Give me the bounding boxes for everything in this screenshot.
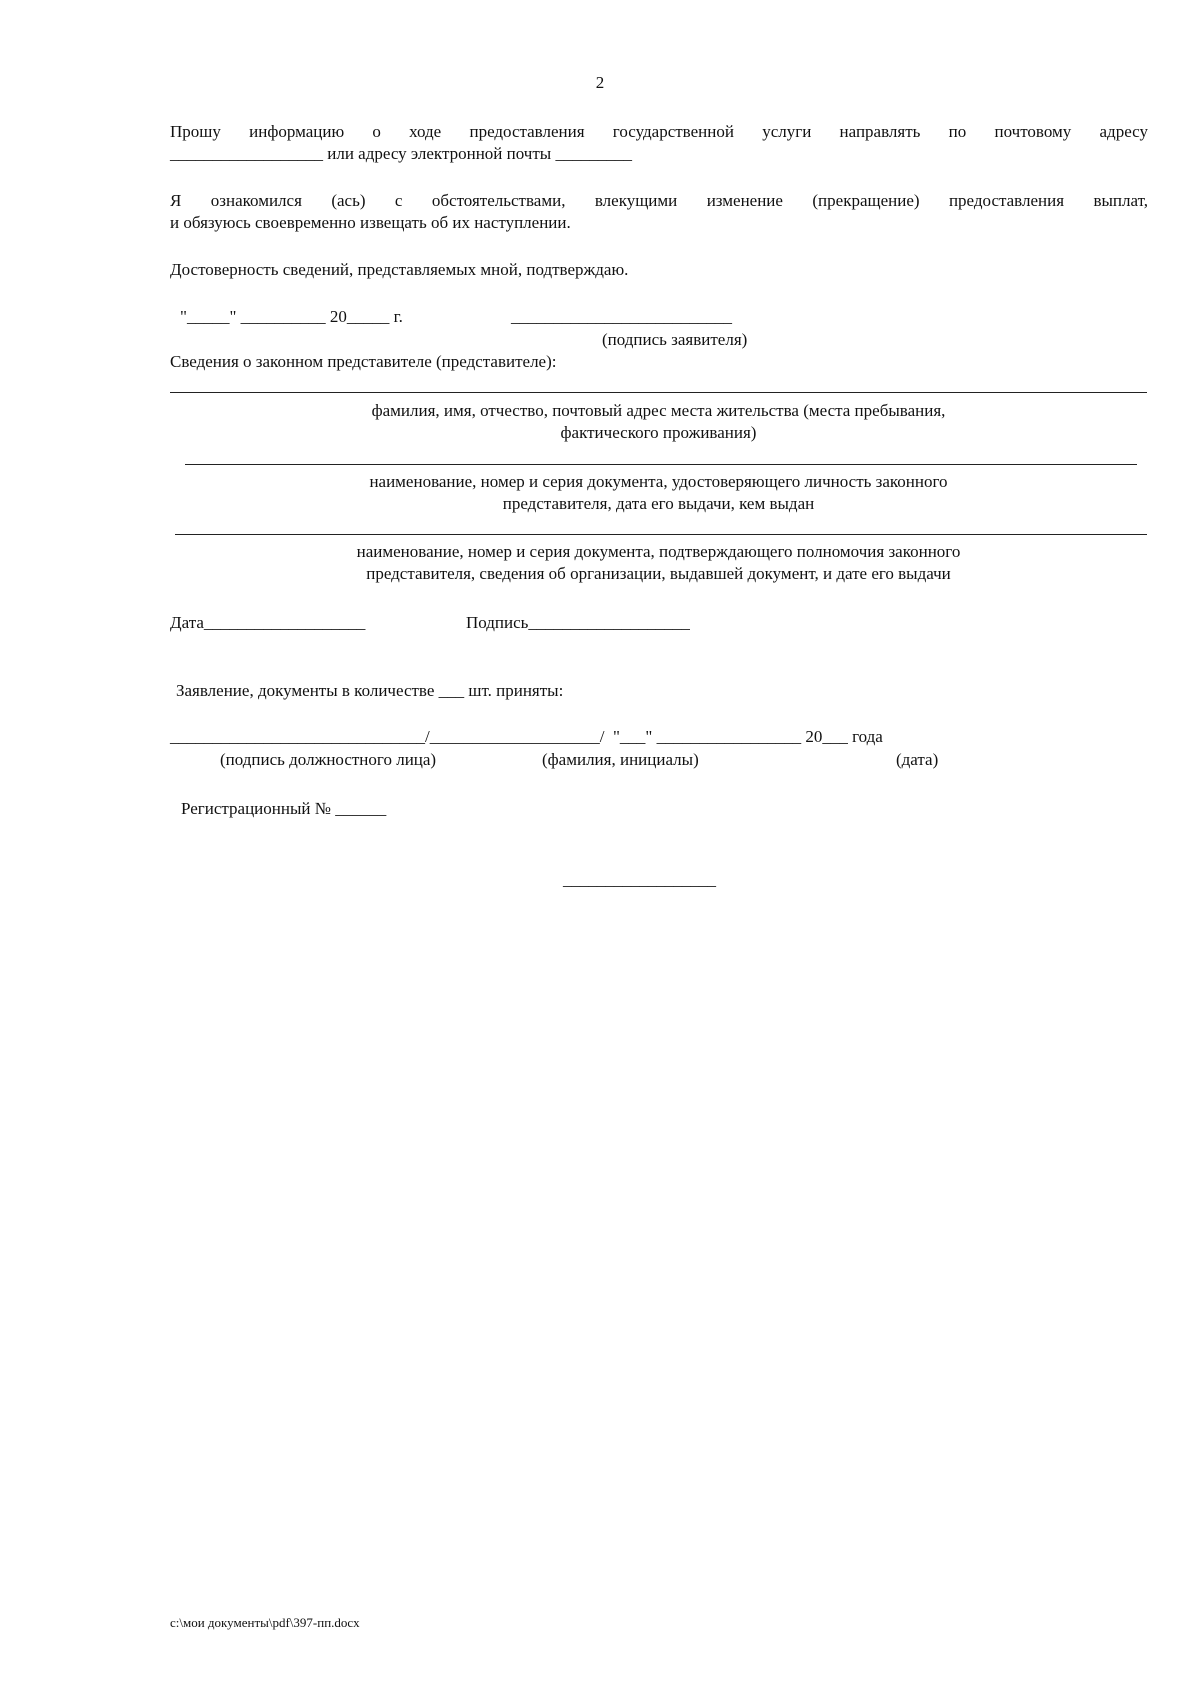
representative-heading: Сведения о законном представителе (представителе): (170, 352, 557, 371)
acceptance-caption-date: (дата) (896, 750, 939, 769)
representative-name-caption-line2: фактического проживания) (560, 423, 757, 442)
acceptance-caption-signature: (подпись должностного лица) (220, 750, 437, 769)
representative-id-caption-line2: представителя, дата его выдачи, кем выдан (502, 494, 815, 513)
paragraph-confirmation: Достоверность сведений, представляемых мной, подтверждаю. (170, 260, 629, 279)
acceptance-caption-name: (фамилия, инициалы) (542, 750, 699, 769)
representative-id-rule (185, 464, 1137, 465)
representative-name-rule (170, 392, 1147, 393)
date-field-line: Дата___________________ (170, 613, 366, 632)
acceptance-text: Заявление, документы в количестве ___ шт. приняты: (176, 681, 564, 700)
representative-authority-caption-line1: наименование, номер и серия документа, подтверждающего полномочия законного (356, 542, 961, 561)
representative-authority-rule (175, 534, 1147, 535)
footer-file-path: c:\мои документы\pdf\397-пп.docx (170, 1615, 360, 1630)
end-of-document-line: __________________ (563, 870, 716, 889)
acceptance-signature-line: ______________________________/____________________/ "___" _________________ 20___ года (170, 727, 883, 746)
paragraph-acknowledgement-line1: Я ознакомился (ась) с обстоятельствами, влекущими изменение (прекращение) предоставления выплат, (170, 191, 1148, 210)
applicant-signature-line: __________________________ (511, 307, 732, 326)
representative-authority-caption-line2: представителя, сведения об организации, выдавшей документ, и дате его выдачи (366, 564, 951, 583)
signature-field-line: Подпись___________________ (466, 613, 690, 632)
registration-number: Регистрационный № ______ (181, 799, 387, 818)
paragraph-info-request-line1: Прошу информацию о ходе предоставления государственной услуги направлять по почтовому адресу (170, 122, 1148, 141)
representative-name-caption-line1: фамилия, имя, отчество, почтовый адрес места жительства (места пребывания, (371, 401, 946, 420)
representative-id-caption-line1: наименование, номер и серия документа, удостоверяющего личность законного (369, 472, 948, 491)
applicant-signature-caption: (подпись заявителя) (602, 330, 748, 349)
applicant-date-line: "_____" __________ 20_____ г. (180, 307, 403, 326)
page-number: 2 (595, 73, 605, 92)
paragraph-info-request-line2: __________________ или адресу электронной почты _________ (170, 144, 632, 163)
paragraph-acknowledgement-line2: и обязуюсь своевременно извещать об их наступлении. (170, 213, 571, 232)
